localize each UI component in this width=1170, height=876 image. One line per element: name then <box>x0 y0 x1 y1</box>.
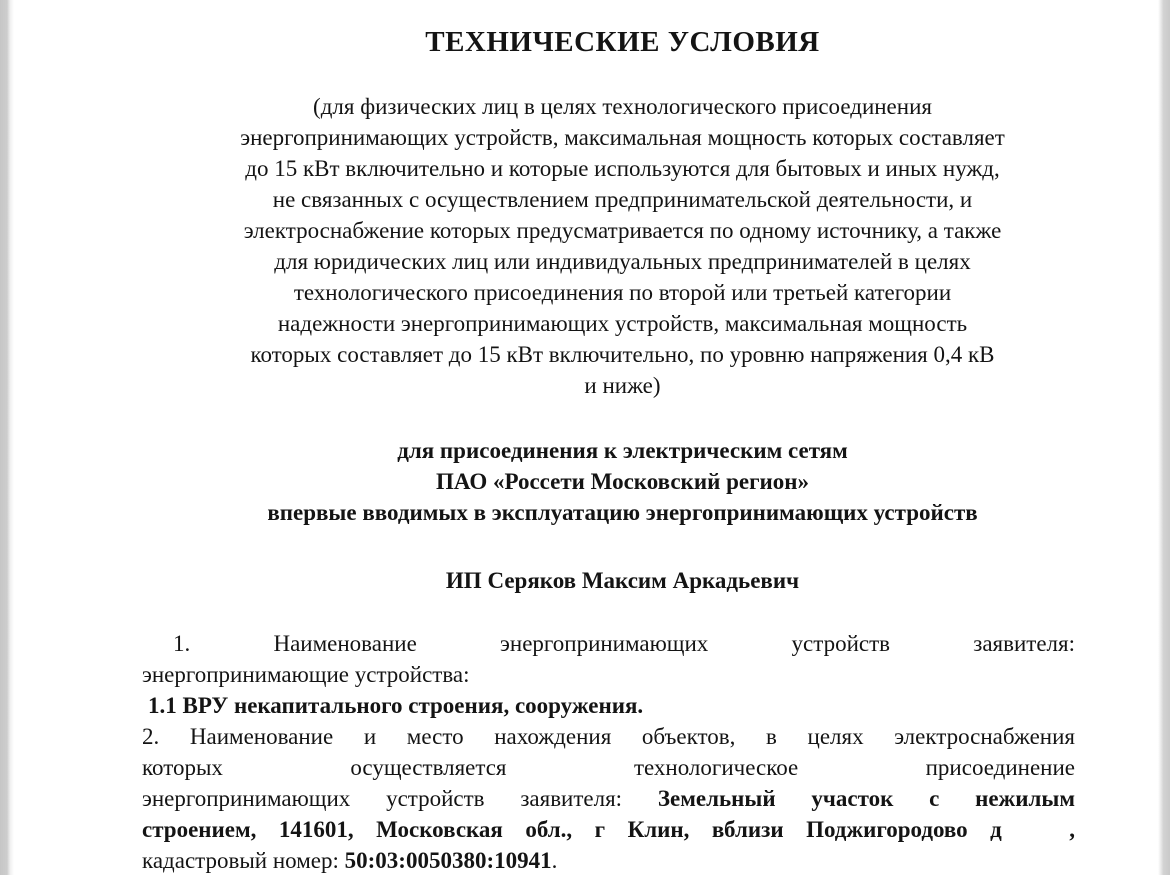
body-paragraphs <box>142 628 1075 876</box>
text-line: и ниже) <box>584 373 661 398</box>
text-line: технологического присоединения по второй или третьей категории <box>293 280 952 305</box>
text-line: впервые вводимых в эксплуатацию энергопринимающих устройств <box>267 500 978 525</box>
text-line: ПАО «Россети Московский регион» <box>435 469 810 494</box>
text-segment: 1.1 ВРУ некапитального строения, сооружения. <box>148 693 644 718</box>
text-segment: 2. Наименование и место нахождения объектов, в целях электроснабжения <box>142 724 1075 749</box>
text-segment: . <box>551 848 558 873</box>
text-segment: 50:03:0050380:10941 <box>344 848 552 873</box>
document-title: ТЕХНИЧЕСКИЕ УСЛОВИЯ <box>425 26 820 58</box>
text-segment: энергопринимающие устройства: <box>142 662 470 687</box>
text-line: до 15 кВт включительно и которые используются для бытовых и иных нужд, <box>245 156 1000 181</box>
document-page <box>142 0 1075 876</box>
text-line <box>142 721 1075 752</box>
text-line: электроснабжение которых предусматривается по одному источнику, а также <box>243 218 1002 243</box>
text-segment: кадастровый номер: <box>142 848 345 873</box>
text-line: не связанных с осуществлением предпринимательской деятельности, и <box>272 187 973 212</box>
text-line: энергопринимающих устройств, максимальная мощность которых составляет <box>240 125 1005 150</box>
text-segment: которых осуществляется технологическое присоединение <box>142 755 1075 780</box>
connection-target-block <box>142 435 1075 528</box>
paragraph-item-1-1 <box>142 690 1075 721</box>
text-line <box>142 783 1075 814</box>
paragraph-item-1 <box>142 628 1075 690</box>
text-segment: 1. Наименование энергопринимающих устройств заявителя: <box>173 631 1075 656</box>
text-line: надежности энергопринимающих устройств, максимальная мощность <box>277 311 968 336</box>
paragraph-item-2 <box>142 721 1075 876</box>
text-line <box>142 628 1075 659</box>
text-line: (для физических лиц в целях технологического присоединения <box>313 94 932 119</box>
text-line <box>142 814 1075 845</box>
text-line <box>142 845 1075 876</box>
text-line <box>142 690 1075 721</box>
preamble-block <box>142 91 1075 401</box>
text-segment: энергопринимающих устройств заявителя: <box>142 786 658 811</box>
text-line <box>142 659 1075 690</box>
text-line: для юридических лиц или индивидуальных предпринимателей в целях <box>274 249 971 274</box>
text-segment: строением, 141601, Московская обл., г Клин, вблизи Поджигородово д , <box>142 817 1075 842</box>
applicant-name: ИП Серяков Максим Аркадьевич <box>445 568 800 593</box>
text-line: для присоединения к электрическим сетям <box>397 438 848 463</box>
text-line: которых составляет до 15 кВт включительно, по уровню напряжения 0,4 кВ <box>250 342 995 367</box>
text-segment: Земельный участок с нежилым <box>657 786 1075 811</box>
page-left-edge-shadow <box>0 0 14 875</box>
text-line <box>142 752 1075 783</box>
page-right-edge-shadow <box>1158 0 1170 875</box>
